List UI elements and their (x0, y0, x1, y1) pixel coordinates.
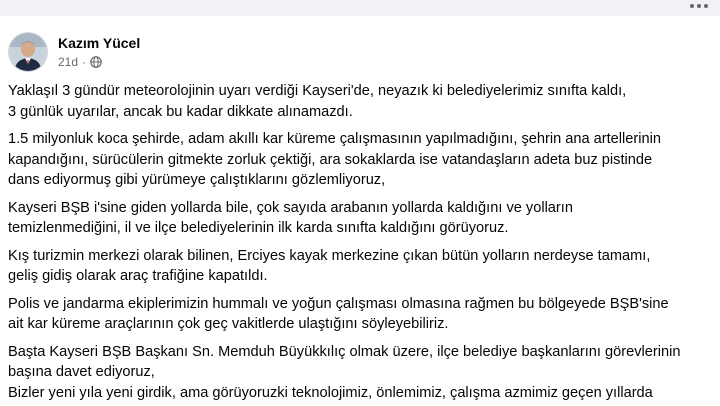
text-line: kapandığını, sürücülerin gitmekte zorluk çektiği, ara sokaklarda ise vatandaşların adeta buz pistinde (8, 151, 653, 168)
text-line: temizlenmediğini, il ve ilçe belediyelerinin ilk karda sınıfta kaldığını görüyoruz. (8, 220, 509, 236)
text-line: Başta Kayseri BŞB Başkanı Sn. Memduh Büyükkılıç olmak üzere, ilçe belediye başkanlarını görevlerinin (8, 343, 681, 360)
post-meta (58, 54, 140, 70)
post-paragraph (8, 246, 714, 287)
text-line: dans ediyormuş gibi yürümeye çalıştıklarını gözlemliyoruz, (8, 172, 386, 188)
profile-photo-icon (9, 33, 47, 71)
text-line: 3 günlük uyarılar, ancak bu kadar dikkate alınamazdı. (8, 103, 353, 120)
text-line: Bizler yeni yıla yeni girdik, ama görüyoruzki teknolojimiz, önlemimiz, çalışma azmimiz geçen yıllarda (8, 384, 653, 401)
avatar[interactable] (8, 32, 48, 72)
post-paragraph (8, 342, 714, 404)
post-paragraph (8, 129, 714, 191)
post-paragraph (8, 294, 714, 335)
post-header (8, 30, 140, 74)
text-line: Yaklaşıl 3 gündür meteorolojinin uyarı verdiği Kayseri'de, neyazık ki belediyelerimiz sınıfta kaldı, (8, 83, 627, 99)
text-line: ait kar küreme araçlarının çok geç vakitlerde ulaştığını söyleyebiliriz. (8, 316, 449, 332)
more-options-icon[interactable] (690, 0, 708, 12)
globe-icon[interactable] (90, 56, 102, 68)
post-paragraph (8, 81, 714, 122)
top-strip (0, 0, 720, 16)
meta-separator: · (82, 55, 87, 69)
text-line: başına davet ediyoruz, (8, 364, 155, 380)
author-name[interactable]: Kazım Yücel (58, 35, 141, 51)
text-line: geliş gidiş olarak araç trafiğine kapatıldı. (8, 268, 268, 284)
text-line: Kış turizmin merkezi olarak bilinen, Erciyes kayak merkezine çıkan bütün yolların nerdeyse tamamı, (8, 247, 651, 264)
text-line: 1.5 milyonluk koca şehirde, adam akıllı kar küreme çalışmasının yapılmadığını, şehrin ana artellerinin (8, 131, 661, 147)
text-line: Kayseri BŞB i'sine giden yollarda bile, çok sayıda arabanın yollarda kaldığını ve yolların (8, 199, 573, 216)
text-line: Polis ve jandarma ekiplerimizin hummalı ve yoğun çalışması olmasına rağmen bu bölgeyede BŞB'sine (8, 295, 669, 312)
post-timestamp[interactable]: 21d (58, 55, 79, 69)
post-text (8, 81, 714, 406)
post-paragraph (8, 198, 714, 239)
